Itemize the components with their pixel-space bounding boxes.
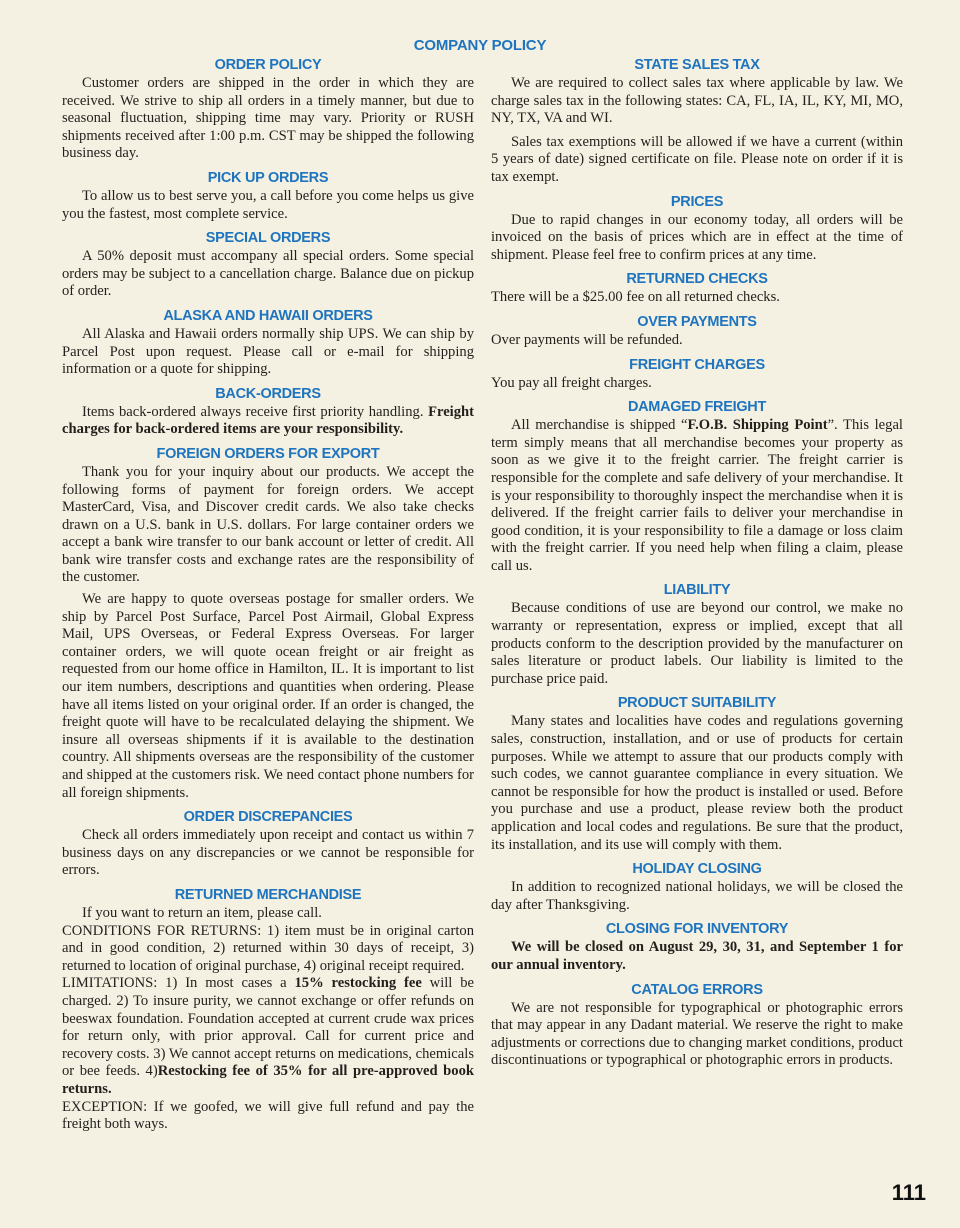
product-suitability-text: Many states and localities have codes and regulations governing sales, construction, installation, and or use of products for certain purposes. While we attempt to assure that our products comply with such codes, we cannot guarantee compliance in every situation. We cannot be responsible for how the product is installed or used. Before you purchase and use a product, please review both the product application and local codes and regulations. Be sure that the product, its installation, and its use will comply with them.: [491, 713, 903, 853]
restocking-fee: 15% restocking fee: [294, 975, 422, 992]
page-number: 111: [891, 1180, 926, 1205]
damaged-freight-text: [491, 417, 903, 575]
special-orders-heading: SPECIAL ORDERS: [205, 230, 331, 247]
returned-intro: If you want to return an item, please call.: [82, 904, 322, 921]
damaged-part-a: All merchandise is shipped “: [511, 417, 688, 434]
prices-heading: PRICES: [670, 193, 724, 210]
fob-shipping-point: F.O.B. Shipping Point: [687, 417, 828, 434]
sales-tax-text-2: Sales tax exemptions will be allowed if we have a current (within 5 years of date) signed certificate on file. Please note on order if it is tax exempt.: [491, 133, 903, 185]
right-column: [491, 56, 903, 1074]
pick-up-orders-heading: PICK UP ORDERS: [207, 169, 329, 186]
left-column: [62, 56, 474, 1138]
pick-up-orders-text: To allow us to best serve you, a call before you come helps us give you the fastest, most complete service.: [62, 187, 474, 222]
holiday-closing-heading: HOLIDAY CLOSING: [632, 861, 762, 878]
order-policy-heading: ORDER POLICY: [214, 57, 322, 73]
return-limitations: [62, 975, 474, 1098]
closing-for-inventory-text: We will be closed on August 29, 30, 31, and September 1 for our annual inventory.: [491, 939, 903, 973]
damaged-freight-heading: DAMAGED FREIGHT: [627, 399, 767, 416]
freight-charges-heading: FREIGHT CHARGES: [629, 356, 765, 373]
foreign-orders-heading: FOREIGN ORDERS FOR EXPORT: [156, 445, 380, 462]
order-policy-text: Customer orders are shipped in the order in which they are received. We strive to ship all orders in a timely manner, but due to seasonal fluctuation, shipping time may vary. Priority or RUSH shipments received after 1:00 p.m. CST may be shipped the following business day.: [62, 75, 474, 162]
over-payments-heading: OVER PAYMENTS: [637, 313, 757, 330]
back-orders-plain: Items back-ordered always receive first priority handling.: [82, 403, 424, 420]
foreign-orders-text-2: We are happy to quote overseas postage for smaller orders. We ship by Parcel Post Surface, Parcel Post Airmail, Global Express Mail, UPS Overseas, or Federal Express Overseas. For larger container orders, we will quote ocean freight or air freight as requested from our home office in Hamilton, IL. It is important to list our item numbers, descriptions and quantities when ordering. Please have all items listed on your original order. If an order is changed, the freight quote will have to be recalculated delaying the shipment. We insure all overseas shipments if it is available to the destination country. All shipments overseas are the responsibility of the customer and shipped at the customers risk. We need contact phone numbers for all foreign shipments.: [62, 591, 474, 801]
order-discrepancies-text: Check all orders immediately upon receipt and contact us within 7 business days on any discrepancies or we cannot be responsible for errors.: [62, 827, 474, 879]
damaged-part-b: ”. This legal term simply means that all merchandise becomes your property as soon as we give it to the freight carrier. The freight carrier is responsible for the complete and safe delivery of your merchandise. It is your responsibility to thoroughly inspect the merchandise when it is delivered. If the freight carrier fails to deliver your merchandise in good condition, it is your responsibility to file a damage or loss claim with the freight carrier. If you need help when filing a claim, please call us.: [491, 417, 903, 574]
catalog-errors-text: We are not responsible for typographical or photographic errors that may appear in any Dadant material. We reserve the right to make adjustments or corrections due to changing market conditions, product discontinuations or typographical or photographic errors in products.: [491, 999, 903, 1069]
return-exception: EXCEPTION: If we goofed, we will give full refund and pay the freight both ways.: [62, 1098, 474, 1133]
page-title: COMPANY POLICY: [413, 37, 547, 54]
returned-checks-heading: RETURNED CHECKS: [626, 271, 768, 288]
limitations-part-b: will be charged. 2) To insure purity, we cannot exchange or offer refunds on beeswax foundation. Foundation accepted at current crude wax prices for return only, with prior approval. Call for current price and recovery costs. 3) We cannot accept returns on medications, chemicals or bee feeds. 4): [62, 975, 475, 1080]
freight-charges-text: You pay all freight charges.: [491, 374, 652, 391]
back-orders-text: [62, 404, 474, 439]
over-payments-text: Over payments will be refunded.: [491, 331, 683, 348]
back-orders-heading: BACK-ORDERS: [215, 385, 321, 402]
state-sales-tax-heading: STATE SALES TAX: [634, 57, 760, 73]
return-conditions: CONDITIONS FOR RETURNS: 1) item must be in original carton and in good condition, 2) returned within 30 days of receipt, 3) returned to location of original purchase, 4) original receipt required.: [62, 922, 474, 974]
liability-text: Because conditions of use are beyond our control, we make no warranty or representation, express or implied, except that all products conform to the description provided by the manufacturer on sales literature or product labels. Our liability is limited to the purchase price paid.: [491, 600, 903, 687]
order-discrepancies-heading: ORDER DISCREPANCIES: [183, 809, 353, 826]
returned-merchandise-heading: RETURNED MERCHANDISE: [174, 886, 362, 903]
returned-checks-text: There will be a $25.00 fee on all returned checks.: [491, 289, 780, 306]
special-orders-text: A 50% deposit must accompany all special orders. Some special orders may be subject to a cancellation charge. Balance due on pickup of order.: [62, 248, 474, 300]
sales-tax-text-1: We are required to collect sales tax where applicable by law. We charge sales tax in the following states: CA, FL, IA, IL, KY, MI, MO, NY, TX, VA and WI.: [491, 75, 903, 127]
foreign-orders-text-1: Thank you for your inquiry about our products. We accept the following forms of payment for foreign orders. We accept MasterCard, Visa, and Discover credit cards. We also take checks drawn on a U.S. bank in U.S. dollars. For large container orders we accept a bank wire transfer to our bank account or letter of credit. All bank wire transfer costs and exchange rates are the responsibility of the customer.: [62, 463, 474, 586]
alaska-hawaii-text: All Alaska and Hawaii orders normally ship UPS. We can ship by Parcel Post upon request. Please call or e-mail for shipping information or a quote for shipping.: [62, 325, 474, 378]
catalog-errors-heading: CATALOG ERRORS: [631, 981, 763, 998]
prices-text: Due to rapid changes in our economy today, all orders will be invoiced on the basis of prices which are in effect at the time of shipment. Please feel free to confirm prices at any time.: [491, 211, 903, 263]
liability-heading: LIABILITY: [663, 582, 731, 599]
closing-for-inventory-heading: CLOSING FOR INVENTORY: [605, 921, 789, 938]
limitations-part-a: LIMITATIONS: 1) In most cases a: [62, 975, 295, 992]
holiday-closing-text: In addition to recognized national holidays, we will be closed the day after Thanksgiving.: [491, 879, 903, 913]
back-orders-bold-note: Freight charges for back-ordered items are your responsibility.: [62, 403, 474, 438]
alaska-hawaii-heading: ALASKA AND HAWAII ORDERS: [163, 307, 373, 324]
book-restocking-fee: Restocking fee of 35% for all pre-approved book returns.: [62, 1063, 474, 1097]
product-suitability-heading: PRODUCT SUITABILITY: [617, 695, 777, 712]
